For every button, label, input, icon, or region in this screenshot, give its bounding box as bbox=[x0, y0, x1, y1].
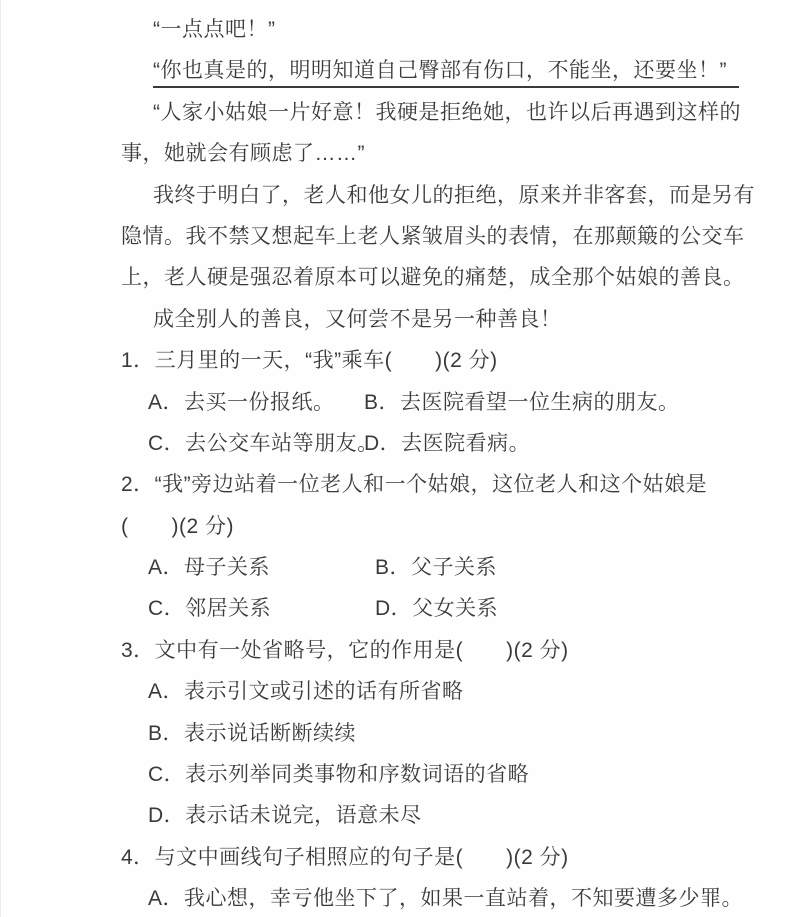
question-3-option-a: A．表示引文或引述的话有所省略 bbox=[148, 680, 464, 704]
reading-comprehension-section bbox=[1, 0, 793, 917]
question-2-options-row-2 bbox=[121, 588, 753, 629]
question-4-option-a: A．我心想，幸亏他坐下了，如果一直站着，不知要遭多少罪。 bbox=[148, 887, 744, 911]
question-1-option-b: B．去医院看望一位生病的朋友。 bbox=[364, 390, 680, 414]
question-3-option-c: C．表示列举同类事物和序数词语的省略 bbox=[148, 763, 530, 787]
question-3-option-d: D．表示话未说完，语意未尽 bbox=[148, 804, 422, 828]
passage-paragraph-line-2: 隐情。我不禁又想起车上老人紧皱眉头的表情，在那颠簸的公交车 bbox=[121, 224, 745, 248]
underlined-sentence: “你也真是的，明明知道自己臀部有伤口，不能坐，还要坐！” bbox=[153, 59, 739, 88]
passage-dialogue-line-3-wrap: 事，她就会有顾虑了……” bbox=[121, 142, 365, 166]
passage-dialogue-line-2 bbox=[121, 50, 753, 91]
question-1-options-row-2 bbox=[121, 423, 753, 464]
question-3-stem: 3．文中有一处省略号，它的作用是( )(2 分) bbox=[121, 638, 569, 662]
question-2-stem-line-2: ( )(2 分) bbox=[121, 514, 234, 538]
question-2-option-c: C．邻居关系 bbox=[148, 597, 272, 621]
passage-paragraph-line-1: 我终于明白了，老人和他女儿的拒绝，原来并非客套，而是另有 bbox=[153, 183, 755, 207]
passage-dialogue-line-1: “一点点吧！” bbox=[153, 18, 276, 41]
question-1-option-d: D．去医院看病。 bbox=[364, 431, 531, 455]
question-2-options-row-1 bbox=[121, 547, 753, 588]
question-1-stem: 1．三月里的一天，“我”乘车( )(2 分) bbox=[121, 349, 498, 373]
question-2-option-d: D．父女关系 bbox=[375, 597, 499, 621]
question-2-option-a: A．母子关系 bbox=[148, 556, 271, 580]
passage-paragraph-line-3: 上，老人硬是强忍着原本可以避免的痛楚，成全那个姑娘的善良。 bbox=[121, 266, 745, 290]
passage-closing-line: 成全别人的善良，又何尝不是另一种善良！ bbox=[153, 307, 562, 331]
question-3-option-b: B．表示说话断断续续 bbox=[148, 721, 357, 745]
question-1-option-c: C．去公交车站等朋友。 bbox=[148, 431, 379, 455]
passage-dialogue-line-3: “人家小姑娘一片好意！我硬是拒绝她，也许以后再遇到这样的 bbox=[153, 100, 741, 124]
question-1-option-a: A．去买一份报纸。 bbox=[148, 390, 335, 414]
question-2-option-b: B．父子关系 bbox=[375, 556, 498, 580]
question-1-options-row-1 bbox=[121, 382, 753, 423]
question-4-stem: 4．与文中画线句子相照应的句子是( )(2 分) bbox=[121, 845, 569, 869]
question-2-stem-line-1: 2．“我”旁边站着一位老人和一个姑娘，这位老人和这个姑娘是 bbox=[121, 473, 708, 497]
